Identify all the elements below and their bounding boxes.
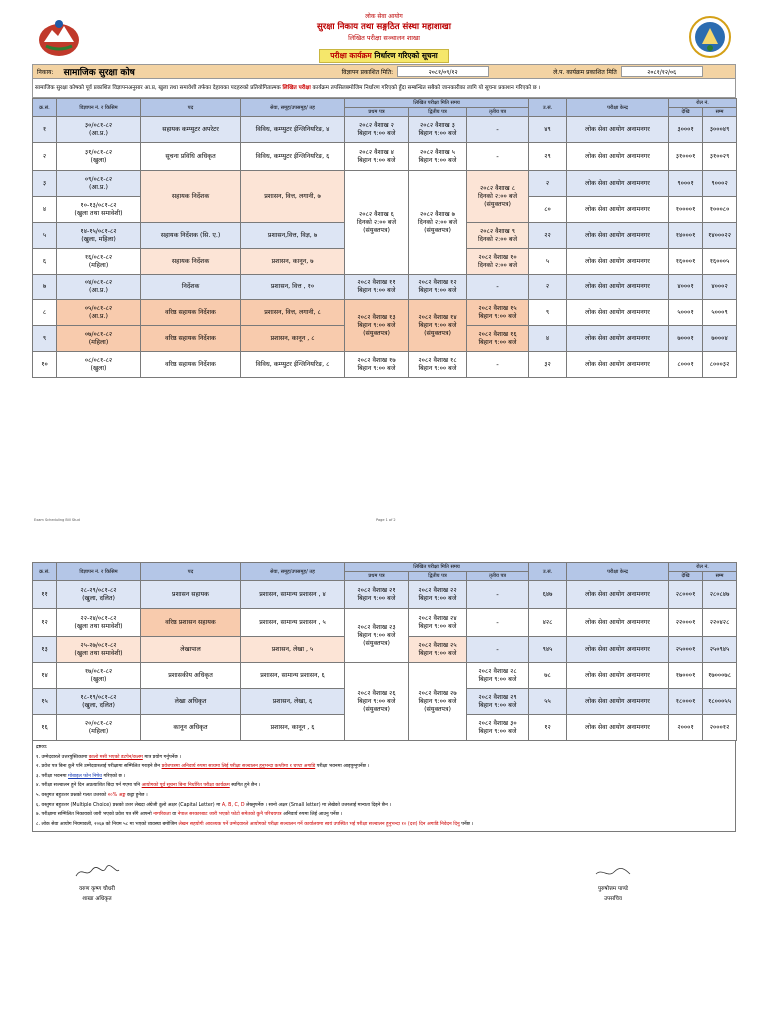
cell-service: प्रशासन, वित्त, लगानी, ७ bbox=[241, 171, 345, 223]
cell-sn: ३ bbox=[33, 171, 57, 197]
adno-type: (आ.प्र.) bbox=[89, 183, 108, 191]
col-from: देखि bbox=[669, 572, 703, 581]
cell-first-paper: २०८२ वैशाख १३ बिहान ९:०० बजे (संयुक्तपत्र) bbox=[345, 300, 409, 352]
cell-post: सहायक निर्देशक (सि. ए.) bbox=[141, 223, 241, 249]
cell-count: १२ bbox=[529, 715, 567, 741]
cell-post: सहायक निर्देशक bbox=[141, 249, 241, 275]
note-3 bbox=[36, 772, 732, 782]
cell-first-paper: २०८२ वैशाख १७ बिहान ९:०० बजे bbox=[345, 352, 409, 378]
cell-roll-to: ९०००२ bbox=[703, 171, 737, 197]
cell-sn: १० bbox=[33, 352, 57, 378]
cell-second-paper: २०८२ वैशाख २२ बिहान ९:०० बजे bbox=[409, 581, 467, 609]
document-header bbox=[32, 12, 736, 62]
note-text: वा bbox=[172, 812, 177, 818]
intro-highlight: लिखित परीक्षा bbox=[282, 85, 311, 91]
cell-roll-to: १८०००५५ bbox=[703, 689, 737, 715]
adno-type: (खुला, दलित) bbox=[82, 594, 115, 602]
adno-text: १७/०८१-८२ bbox=[84, 667, 113, 675]
note-4 bbox=[36, 781, 732, 791]
adno-text: ०४/०८१-८२ bbox=[84, 279, 113, 286]
col-second: द्वितीय पत्र bbox=[409, 572, 467, 581]
cell-centre: लोक सेवा आयोग अनामनगर bbox=[567, 171, 669, 197]
cell-sn: ११ bbox=[33, 581, 57, 609]
cell-roll-from: ७०००१ bbox=[669, 326, 703, 352]
cell-centre: लोक सेवा आयोग अनामनगर bbox=[567, 249, 669, 275]
adno-text: २०/०८१-८२ bbox=[84, 719, 113, 727]
cell-adno bbox=[57, 171, 141, 197]
cell-count: ५ bbox=[529, 249, 567, 275]
page-footer-center: Page 1 of 2 bbox=[376, 518, 396, 522]
cell-centre: लोक सेवा आयोग अनामनगर bbox=[567, 581, 669, 609]
note-text: लेख्नुपर्नेछ । सानो अक्षर (Small letter) मा लेखेको उत्तरलाई मान्यता दिइने छैन । bbox=[246, 802, 392, 808]
adno-text: २८-२९/०८१-८२ bbox=[80, 586, 117, 594]
cell-roll-from: १४०००१ bbox=[669, 223, 703, 249]
col-count: उ.सं. bbox=[529, 563, 567, 581]
note-6 bbox=[36, 801, 732, 811]
cell-service: विविध, कम्प्युटर ईन्जिनियरिङ, ४ bbox=[241, 117, 345, 143]
org-name: सामाजिक सुरक्षा कोष bbox=[63, 68, 135, 78]
signatory-name: पुरुषोत्तम पाण्डे bbox=[598, 886, 628, 892]
note-highlight: नेपाल सरकारबाट जारी भएको फोटो समेतको कुनै परिचयपत्र bbox=[177, 812, 282, 818]
cell-centre: लोक सेवा आयोग अनामनगर bbox=[567, 663, 669, 689]
info-bar bbox=[32, 64, 736, 79]
cell-second-paper: २०८२ वैशाख २४ बिहान ९:०० बजे bbox=[409, 609, 467, 637]
cell-third-paper: २०८२ वैशाख १५ बिहान ९:०० बजे bbox=[467, 300, 529, 326]
note-highlight: २०% अङ्क bbox=[107, 792, 126, 798]
cell-centre: लोक सेवा आयोग अनामनगर bbox=[567, 223, 669, 249]
cell-count: ५५ bbox=[529, 689, 567, 715]
cell-service: प्रशासन, सामान्य प्रशासन , ५ bbox=[241, 609, 345, 637]
cell-roll-to: ५०००९ bbox=[703, 300, 737, 326]
cell-roll-to: ७०००४ bbox=[703, 326, 737, 352]
cell-third-paper: - bbox=[467, 609, 529, 637]
cell-sn: १३ bbox=[33, 637, 57, 663]
cell-sn: १ bbox=[33, 117, 57, 143]
cell-roll-from: १००००१ bbox=[669, 197, 703, 223]
cell-count: २२ bbox=[529, 223, 567, 249]
note-highlight: नागरिकता bbox=[153, 812, 171, 818]
cell-third-paper: - bbox=[467, 352, 529, 378]
signature-left bbox=[52, 864, 142, 904]
cell-roll-from: १८०००१ bbox=[669, 689, 703, 715]
cell-adno bbox=[57, 689, 141, 715]
adno-type: (खुला तथा समावेशी) bbox=[74, 649, 123, 657]
signature-scribble-icon bbox=[588, 864, 638, 880]
table-row bbox=[33, 352, 737, 378]
cell-second-paper: २०८२ वैशाख १४ बिहान ९:०० बजे (संयुक्तपत्र) bbox=[409, 300, 467, 352]
note-1 bbox=[36, 753, 732, 763]
adno-text: ०७/०८१-८२ bbox=[84, 330, 113, 338]
cell-roll-from: २५०००१ bbox=[669, 637, 703, 663]
notice-banner bbox=[319, 49, 449, 63]
cell-adno bbox=[57, 637, 141, 663]
cell-roll-from: ३०००१ bbox=[669, 117, 703, 143]
adno-type: (खुला) bbox=[90, 364, 107, 372]
cell-count: २ bbox=[529, 171, 567, 197]
cell-post: निर्देशक bbox=[141, 275, 241, 300]
cell-post: लेखा अधिकृत bbox=[141, 689, 241, 715]
intro-paragraph bbox=[32, 79, 736, 98]
cell-centre: लोक सेवा आयोग अनामनगर bbox=[567, 275, 669, 300]
note-text: कट्टा हुनेछ । bbox=[126, 792, 148, 798]
adno-type: (खुला तथा समावेशी) bbox=[74, 622, 123, 630]
cell-count: ४ bbox=[529, 326, 567, 352]
cell-service: प्रशासन, वित्त, लगानी, ८ bbox=[241, 300, 345, 326]
page-2 bbox=[32, 562, 736, 832]
cell-post: वरिष्ठ प्रशासन सहायक bbox=[141, 609, 241, 637]
signatory-title: शाखा अधिकृत bbox=[82, 896, 112, 902]
cell-third-paper: - bbox=[467, 581, 529, 609]
cell-centre: लोक सेवा आयोग अनामनगर bbox=[567, 352, 669, 378]
note-text: पर्नेछ । bbox=[461, 821, 474, 827]
cell-third-paper: २०८२ वैशाख २८ बिहान ९:०० बजे bbox=[467, 663, 529, 689]
table-row bbox=[33, 171, 737, 197]
col-sn: क्र.सं. bbox=[33, 99, 57, 117]
col-from: देखि bbox=[669, 108, 703, 117]
cell-adno bbox=[57, 249, 141, 275]
cell-roll-from: २८०००१ bbox=[669, 581, 703, 609]
adno-type: (खुला) bbox=[90, 675, 107, 683]
intro-text-2: कार्यक्रम तपसिलबमोजिम निर्धारण गरिएको हुँदा सम्बन्धित सबैको जानकारीका लागि यो सूचना प्रकाशन गरिएको छ । bbox=[312, 85, 541, 91]
cell-service: प्रशासन, सामान्य प्रशासन , ४ bbox=[241, 581, 345, 609]
cell-service: प्रशासन, लेखा, ६ bbox=[241, 689, 345, 715]
cell-roll-to: १४०००२२ bbox=[703, 223, 737, 249]
table-row bbox=[33, 117, 737, 143]
col-roll: रोल नं. bbox=[669, 563, 737, 572]
cell-count: ८० bbox=[529, 197, 567, 223]
cell-post: सूचना प्रविधि अधिकृत bbox=[141, 143, 241, 171]
adno-text: ३०/०८१-८२ bbox=[84, 121, 113, 129]
division-name: सुरक्षा निकाय तथा सङ्गठित संस्था महाशाखा bbox=[317, 22, 451, 32]
cell-first-paper: २०८२ वैशाख ४ बिहान ९:०० बजे bbox=[345, 143, 409, 171]
cell-roll-to: २०००१२ bbox=[703, 715, 737, 741]
psc-logo-icon bbox=[688, 14, 732, 60]
cell-post: प्रशासन सहायक bbox=[141, 581, 241, 609]
cell-post: वरिष्ठ सहायक निर्देशक bbox=[141, 352, 241, 378]
cell-adno bbox=[57, 326, 141, 352]
note-text: १. उम्मेदवारले उत्तरपुस्तिकामा bbox=[36, 754, 88, 760]
adno-text: ०९/०८१-८२ bbox=[84, 175, 113, 183]
cell-roll-to: २५०९४५ bbox=[703, 637, 737, 663]
cell-second-paper: २०८२ वैशाख २७ बिहान ९:०० बजे (संयुक्तपत्र) bbox=[409, 663, 467, 741]
adno-type: (महिला) bbox=[88, 727, 109, 735]
cell-count: ९४५ bbox=[529, 637, 567, 663]
cell-post: प्रशासकीय अधिकृत bbox=[141, 663, 241, 689]
cell-sn: १५ bbox=[33, 689, 57, 715]
cell-third-paper: २०८२ वैशाख १६ बिहान ९:०० बजे bbox=[467, 326, 529, 352]
col-exam-group: लिखित परीक्षा मिति समय bbox=[345, 563, 529, 572]
note-highlight: लेखन सहयोगी आवश्यक पर्ने उम्मेदवारले आयोगको परीक्षा सञ्चालन गर्ने कार्यालयमा स्वयं उपस्थित भई परीक्षा सञ्चालन हुनुभन्दा १० (दश) दिन अगाडि निवेदन दिनु bbox=[178, 821, 460, 827]
cell-centre: लोक सेवा आयोग अनामनगर bbox=[567, 143, 669, 171]
cell-count: २९ bbox=[529, 143, 567, 171]
cell-third-paper: २०८२ वैशाख २९ बिहान ९:०० बजे bbox=[467, 689, 529, 715]
cell-centre: लोक सेवा आयोग अनामनगर bbox=[567, 609, 669, 637]
cell-sn: ४ bbox=[33, 197, 57, 223]
cell-sn: २ bbox=[33, 143, 57, 171]
col-sn: क्र.सं. bbox=[33, 563, 57, 581]
adno-type: (खुला) bbox=[90, 156, 107, 164]
cell-roll-to: २२०४२८ bbox=[703, 609, 737, 637]
cell-second-paper: २०८२ वैशाख २५ बिहान ९:०० बजे bbox=[409, 637, 467, 663]
adno-text: ३१/०८१-८२ bbox=[84, 148, 113, 156]
banner-red-text: परीक्षा कार्यक्रम bbox=[330, 51, 372, 60]
notes-section bbox=[32, 741, 736, 832]
cell-third-paper: २०८२ वैशाख ८ दिनको २:०० बजे (संयुक्तपत्र) bbox=[467, 171, 529, 223]
col-to: सम्म bbox=[703, 108, 737, 117]
note-text: ४. परीक्षा सञ्चालन हुने दिन अप्रत्याशित बिदा पर्न गएमा पनि bbox=[36, 783, 141, 789]
cell-adno bbox=[57, 352, 141, 378]
cell-roll-to: ४०००२ bbox=[703, 275, 737, 300]
cell-roll-to: ३१००२९ bbox=[703, 143, 737, 171]
nepal-emblem-icon bbox=[36, 16, 82, 58]
cell-sn: ६ bbox=[33, 249, 57, 275]
note-highlight: आयोगको पूर्व सूचना बिना निर्धारित परीक्षा कार्यक्रम bbox=[141, 783, 230, 789]
cell-roll-from: ८०००१ bbox=[669, 352, 703, 378]
cell-centre: लोक सेवा आयोग अनामनगर bbox=[567, 197, 669, 223]
cell-service: प्रशासन, कानून, ७ bbox=[241, 249, 345, 275]
cell-sn: ९ bbox=[33, 326, 57, 352]
note-text: गरिएको छ । bbox=[103, 773, 126, 779]
table-row bbox=[33, 300, 737, 326]
adno-text: १६/०८१-८२ bbox=[84, 253, 113, 261]
cell-second-paper: २०८२ वैशाख १८ बिहान ९:०० बजे bbox=[409, 352, 467, 378]
cell-count: २ bbox=[529, 275, 567, 300]
note-text: ८. लोक सेवा आयोग नियमावली, २०६७ को नियम ५८ मा भएको व्यवस्था बमोजिम bbox=[36, 821, 177, 827]
cell-centre: लोक सेवा आयोग अनामनगर bbox=[567, 117, 669, 143]
note-highlight: प्रवेशपत्रमा अनिवार्य रुपमा साथमा लिई परीक्षा सञ्चालन हुनुभन्दा कम्तीमा १ घण्टा अगाडि bbox=[161, 764, 316, 770]
col-service: सेवा, समूह/उपसमूह/ तह bbox=[241, 563, 345, 581]
cell-first-paper: २०८२ वैशाख २१ बिहान ९:०० बजे bbox=[345, 581, 409, 609]
cell-adno bbox=[57, 609, 141, 637]
col-centre: परीक्षा केन्द्र bbox=[567, 99, 669, 117]
cell-service: प्रशासन, लेखा , ५ bbox=[241, 637, 345, 663]
col-count: उ.सं. bbox=[529, 99, 567, 117]
col-roll: रोल नं. bbox=[669, 99, 737, 108]
cell-third-paper: - bbox=[467, 637, 529, 663]
cell-centre: लोक सेवा आयोग अनामनगर bbox=[567, 715, 669, 741]
cell-roll-from: ९०००१ bbox=[669, 171, 703, 197]
col-adno: विज्ञापन नं. र किसिम bbox=[57, 99, 141, 117]
cell-roll-to: १०००८० bbox=[703, 197, 737, 223]
cell-first-paper: २०८२ वैशाख २ बिहान ९:०० बजे bbox=[345, 117, 409, 143]
cell-count: ४९ bbox=[529, 117, 567, 143]
ad-date: २०८१/०९/१२ bbox=[397, 66, 489, 77]
cell-service: प्रशासन, वित्त , १० bbox=[241, 275, 345, 300]
cell-sn: १६ bbox=[33, 715, 57, 741]
cell-second-paper: २०८२ वैशाख ७ दिनको २:०० बजे (संयुक्तपत्र) bbox=[409, 171, 467, 275]
note-2 bbox=[36, 762, 732, 772]
cell-roll-to: १७०००७८ bbox=[703, 663, 737, 689]
table-row bbox=[33, 663, 737, 689]
adno-text: २५-२७/०८१-८२ bbox=[80, 641, 117, 649]
cell-post: कानून अधिकृत bbox=[141, 715, 241, 741]
cell-first-paper: २०८२ वैशाख २६ बिहान ९:०० बजे (संयुक्तपत्र) bbox=[345, 663, 409, 741]
cell-post: सहायक कम्प्युटर अपरेटर bbox=[141, 117, 241, 143]
cell-count: ३२ bbox=[529, 352, 567, 378]
notes-title: द्रष्टव्य: bbox=[36, 745, 48, 750]
cell-roll-from: १६०००१ bbox=[669, 249, 703, 275]
cell-third-paper: २०८२ वैशाख १० दिनको २:०० बजे bbox=[467, 249, 529, 275]
col-post: पद bbox=[141, 563, 241, 581]
ad-date-label: विज्ञापन प्रकाशित मिति: bbox=[341, 68, 394, 76]
adno-type: (महिला) bbox=[88, 338, 109, 346]
page-1 bbox=[32, 12, 736, 378]
cell-adno bbox=[57, 300, 141, 326]
adno-type: (खुला, दलित) bbox=[82, 701, 115, 709]
cell-second-paper: २०८२ वैशाख ५ बिहान ९:०० बजे bbox=[409, 143, 467, 171]
cell-roll-to: ८०००३२ bbox=[703, 352, 737, 378]
cell-roll-from: २२०००१ bbox=[669, 609, 703, 637]
cell-first-paper: २०८२ वैशाख २३ बिहान ९:०० बजे (संयुक्तपत्र) bbox=[345, 609, 409, 663]
cell-roll-from: ३१०००१ bbox=[669, 143, 703, 171]
note-5 bbox=[36, 791, 732, 801]
cell-roll-from: १७०००१ bbox=[669, 663, 703, 689]
note-text: ५. वस्तुगत बहुउत्तर प्रश्नको गलत उत्तरको bbox=[36, 792, 107, 798]
col-service: सेवा, समूह/उपसमूह/ तह bbox=[241, 99, 345, 117]
cell-adno bbox=[57, 663, 141, 689]
note-text: २. प्रवेश पत्र बिना कुनै पनि उम्मेदवारलाई परीक्षामा सम्मिलित गराइने छैन bbox=[36, 764, 161, 770]
adno-text: ०५/०८१-८२ bbox=[84, 304, 113, 312]
cell-first-paper: २०८२ वैशाख ११ बिहान ९:०० बजे bbox=[345, 275, 409, 300]
cell-count: ९ bbox=[529, 300, 567, 326]
cell-second-paper: २०८२ वैशाख ३ बिहान ९:०० बजे bbox=[409, 117, 467, 143]
cell-service: विविध, कम्प्युटर ईन्जिनियरिङ, ८ bbox=[241, 352, 345, 378]
adno-text: १८-१९/०८१-८२ bbox=[80, 693, 117, 701]
org-label: निकाय: bbox=[37, 68, 54, 76]
note-highlight: A, B, C, D bbox=[221, 802, 245, 808]
cell-sn: १४ bbox=[33, 663, 57, 689]
exam-schedule-table-1 bbox=[32, 98, 737, 378]
adno-text: ०८/०८१-८२ bbox=[84, 356, 113, 364]
cell-post: वरिष्ठ सहायक निर्देशक bbox=[141, 326, 241, 352]
adno-type: (खुला तथा समावेशी) bbox=[74, 209, 123, 217]
page-footer-left: Exam Scheduling Bill Stud bbox=[34, 518, 80, 522]
cell-centre: लोक सेवा आयोग अनामनगर bbox=[567, 689, 669, 715]
table-row bbox=[33, 275, 737, 300]
adno-type: (आ.प्र.) bbox=[89, 129, 108, 137]
adno-text: २२-२४/०८१-८२ bbox=[80, 614, 117, 622]
note-text: मात्र प्रयोग गर्नुपर्नेछ । bbox=[144, 754, 182, 760]
cell-adno bbox=[57, 581, 141, 609]
note-text: परीक्षा भवनमा आइपुग्नुपर्नेछ । bbox=[316, 764, 370, 770]
commission-name: लोक सेवा आयोग bbox=[365, 13, 403, 20]
cell-adno bbox=[57, 223, 141, 249]
cell-first-paper: २०८२ वैशाख ६ दिनको २:०० बजे (संयुक्तपत्र) bbox=[345, 171, 409, 275]
cell-roll-to: १६०००५ bbox=[703, 249, 737, 275]
cell-sn: ७ bbox=[33, 275, 57, 300]
adno-type: (खुला, महिला) bbox=[81, 235, 116, 243]
cell-second-paper: २०८२ वैशाख १२ बिहान ९:०० बजे bbox=[409, 275, 467, 300]
signatory-title: उपसचिव bbox=[604, 896, 622, 902]
note-text: अनिवार्य रुपमा लिई आउनु पर्नेछ । bbox=[283, 812, 343, 818]
adno-type: (आ.प्र.) bbox=[89, 287, 108, 294]
banner-text: निर्धारण गरिएको सूचना bbox=[374, 51, 438, 60]
signature-right bbox=[568, 864, 658, 904]
cell-sn: १२ bbox=[33, 609, 57, 637]
col-first: प्रथम पत्र bbox=[345, 108, 409, 117]
note-text: ३. परीक्षा भवनमा bbox=[36, 773, 67, 779]
table-row bbox=[33, 609, 737, 637]
table-row bbox=[33, 581, 737, 609]
adno-type: (महिला) bbox=[88, 261, 109, 269]
cell-post: सहायक निर्देशक bbox=[141, 171, 241, 223]
adno-text: १०-१३/०८१-८२ bbox=[80, 201, 117, 209]
col-first: प्रथम पत्र bbox=[345, 572, 409, 581]
cell-centre: लोक सेवा आयोग अनामनगर bbox=[567, 326, 669, 352]
cell-sn: ५ bbox=[33, 223, 57, 249]
note-highlight: कालो मसी भएको डटपेन/कलम bbox=[88, 754, 143, 760]
cell-service: प्रशासन, कानून , ६ bbox=[241, 715, 345, 741]
col-centre: परीक्षा केन्द्र bbox=[567, 563, 669, 581]
cell-third-paper: - bbox=[467, 143, 529, 171]
signature-scribble-icon bbox=[72, 864, 122, 880]
table-row bbox=[33, 143, 737, 171]
col-third: तृतीय पत्र bbox=[467, 108, 529, 117]
cell-centre: लोक सेवा आयोग अनामनगर bbox=[567, 637, 669, 663]
note-text: ७. परीक्षामा सम्मिलित निकायको जारी भएको प्रवेश पत्र सँगै आफ्नो bbox=[36, 812, 152, 818]
col-post: पद bbox=[141, 99, 241, 117]
note-7 bbox=[36, 810, 732, 820]
cell-adno bbox=[57, 143, 141, 171]
col-second: द्वितीय पत्र bbox=[409, 108, 467, 117]
cell-post: वरिष्ठ सहायक निर्देशक bbox=[141, 300, 241, 326]
cell-post: लेखापाल bbox=[141, 637, 241, 663]
cell-roll-from: ५०००१ bbox=[669, 300, 703, 326]
cell-count: ६४७ bbox=[529, 581, 567, 609]
cell-adno bbox=[57, 715, 141, 741]
cell-centre: लोक सेवा आयोग अनामनगर bbox=[567, 300, 669, 326]
pub-date-label: ले.प. कार्यक्रम प्रकाशित मिति bbox=[553, 68, 617, 76]
note-highlight: मोबाइल फोन निषेध bbox=[68, 773, 103, 779]
cell-third-paper: २०८२ वैशाख ९ दिनको २:०० बजे bbox=[467, 223, 529, 249]
cell-count: ७८ bbox=[529, 663, 567, 689]
signatory-name: वरुण कृष्ण चौधरी bbox=[79, 886, 115, 892]
col-adno: विज्ञापन नं. र किसिम bbox=[57, 563, 141, 581]
cell-roll-from: २०००१ bbox=[669, 715, 703, 741]
intro-text-1: सामाजिक सुरक्षा कोषको पूर्व प्रकाशित विज्ञापनअनुसार आ.प्र, खुला तथा समावेशी तर्फका देहायका पदहरुको प्रतियोगितात्मक bbox=[35, 85, 281, 91]
note-text: ६. वस्तुगत बहुउत्तर (Multiple Choice) प्रश्नको उत्तर लेख्दा अंग्रेजी ठूलो अक्षर (Capital Letter) मा bbox=[36, 802, 221, 808]
cell-roll-from: ४०००१ bbox=[669, 275, 703, 300]
cell-count: ४२८ bbox=[529, 609, 567, 637]
cell-sn: ८ bbox=[33, 300, 57, 326]
cell-adno bbox=[57, 275, 141, 300]
col-third: तृतीय पत्र bbox=[467, 572, 529, 581]
cell-service: प्रशासन,वित्त, विज्ञ, ७ bbox=[241, 223, 345, 249]
cell-roll-to: २८०८४७ bbox=[703, 581, 737, 609]
col-to: सम्म bbox=[703, 572, 737, 581]
note-8 bbox=[36, 820, 732, 830]
exam-schedule-table-2 bbox=[32, 562, 737, 741]
cell-service: प्रशासन, सामान्य प्रशासन, ६ bbox=[241, 663, 345, 689]
col-exam-group: लिखित परीक्षा मिति समय bbox=[345, 99, 529, 108]
cell-service: विविध, कम्प्युटर ईन्जिनियरिङ, ६ bbox=[241, 143, 345, 171]
adno-text: १४-१५/०८१-८२ bbox=[80, 227, 117, 235]
cell-adno bbox=[57, 117, 141, 143]
pub-date: २०८१/१२/०६ bbox=[621, 66, 703, 77]
branch-name: लिखित परीक्षा सञ्चालन शाखा bbox=[348, 34, 420, 42]
cell-adno bbox=[57, 197, 141, 223]
cell-third-paper: - bbox=[467, 275, 529, 300]
cell-third-paper: - bbox=[467, 117, 529, 143]
cell-third-paper: २०८२ वैशाख ३० बिहान ९:०० बजे bbox=[467, 715, 529, 741]
cell-service: प्रशासन, कानून , ८ bbox=[241, 326, 345, 352]
adno-type: (आ.प्र.) bbox=[89, 312, 108, 320]
note-text: स्थगित हुने छैन । bbox=[231, 783, 261, 789]
cell-roll-to: ३०००४९ bbox=[703, 117, 737, 143]
